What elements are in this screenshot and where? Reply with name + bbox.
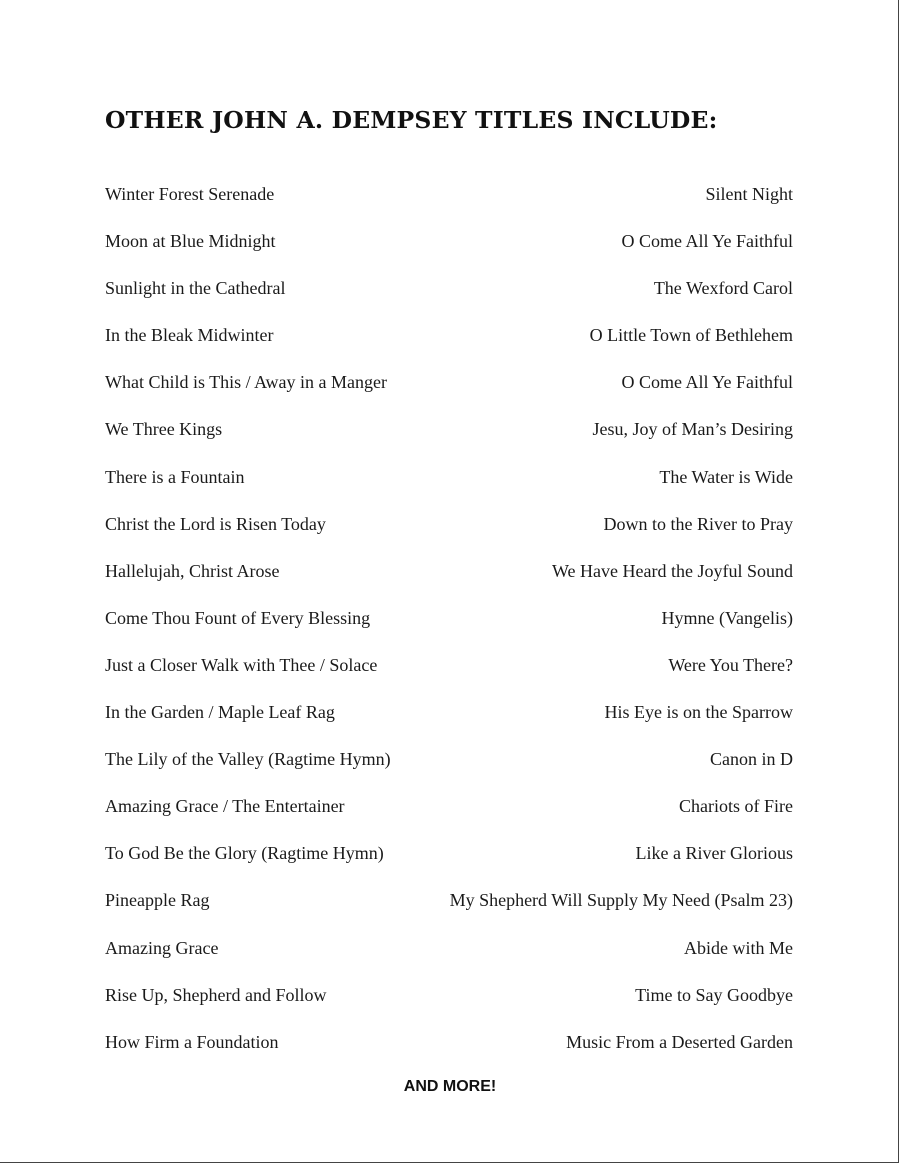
left-title: To God Be the Glory (Ragtime Hymn) (105, 843, 384, 864)
left-title: The Lily of the Valley (Ragtime Hymn) (105, 749, 391, 770)
right-title: We Have Heard the Joyful Sound (552, 560, 793, 581)
right-title: My Shepherd Will Supply My Need (Psalm 23) (449, 890, 793, 911)
left-title: In the Bleak Midwinter (105, 325, 274, 346)
left-title: How Firm a Foundation (105, 1031, 279, 1052)
right-title: Jesu, Joy of Man’s Desiring (592, 419, 793, 440)
right-title: Silent Night (705, 184, 793, 204)
left-title: Amazing Grace (105, 937, 219, 958)
right-title: Music From a Deserted Garden (566, 1031, 793, 1052)
right-title: Were You There? (668, 654, 793, 675)
page-title: OTHER JOHN A. DEMPSEY TITLES INCLUDE: (105, 106, 718, 134)
right-title: Hymne (Vangelis) (661, 607, 793, 628)
right-title: The Wexford Carol (653, 278, 793, 299)
title-row (105, 699, 793, 746)
title-row (105, 982, 793, 1029)
left-title: Pineapple Rag (105, 890, 210, 911)
title-row (105, 275, 793, 322)
title-row (105, 605, 793, 652)
title-row (105, 322, 793, 369)
right-title: Down to the River to Pray (603, 513, 793, 534)
right-title: Like a River Glorious (635, 843, 793, 864)
left-title: We Three Kings (105, 419, 223, 440)
title-row (105, 887, 793, 934)
title-row (105, 935, 793, 982)
left-title: Winter Forest Serenade (105, 184, 275, 204)
title-row (105, 416, 793, 463)
left-title: Christ the Lord is Risen Today (105, 513, 326, 534)
left-title: What Child is This / Away in a Manger (105, 372, 387, 393)
right-title: Time to Say Goodbye (635, 984, 793, 1005)
title-row (105, 464, 793, 511)
title-row (105, 652, 793, 699)
left-title: Come Thou Fount of Every Blessing (105, 607, 371, 628)
right-title: His Eye is on the Sparrow (604, 702, 793, 723)
left-title: In the Garden / Maple Leaf Rag (105, 702, 335, 723)
and-more-footer: AND MORE! (403, 1078, 497, 1095)
title-row (105, 228, 793, 275)
left-title: There is a Fountain (105, 466, 245, 487)
titles-list (105, 181, 793, 1076)
title-row (105, 369, 793, 416)
right-title: The Water is Wide (659, 466, 793, 487)
right-title: Abide with Me (684, 937, 793, 958)
title-row (105, 793, 793, 840)
title-row (105, 558, 793, 605)
title-row (105, 181, 793, 228)
title-row (105, 746, 793, 793)
right-title: Canon in D (710, 749, 793, 770)
right-title: O Come All Ye Faithful (621, 372, 793, 393)
left-title: Rise Up, Shepherd and Follow (105, 984, 327, 1005)
left-title: Amazing Grace / The Entertainer (105, 796, 345, 817)
left-title: Just a Closer Walk with Thee / Solace (105, 654, 378, 675)
title-row (105, 840, 793, 887)
title-row (105, 1029, 793, 1076)
right-title: Chariots of Fire (679, 796, 793, 817)
right-title: O Little Town of Bethlehem (589, 325, 793, 346)
left-title: Sunlight in the Cathedral (105, 278, 286, 299)
left-title: Hallelujah, Christ Arose (105, 560, 280, 581)
left-title: Moon at Blue Midnight (105, 231, 276, 252)
title-row (105, 511, 793, 558)
right-title: O Come All Ye Faithful (621, 231, 793, 252)
